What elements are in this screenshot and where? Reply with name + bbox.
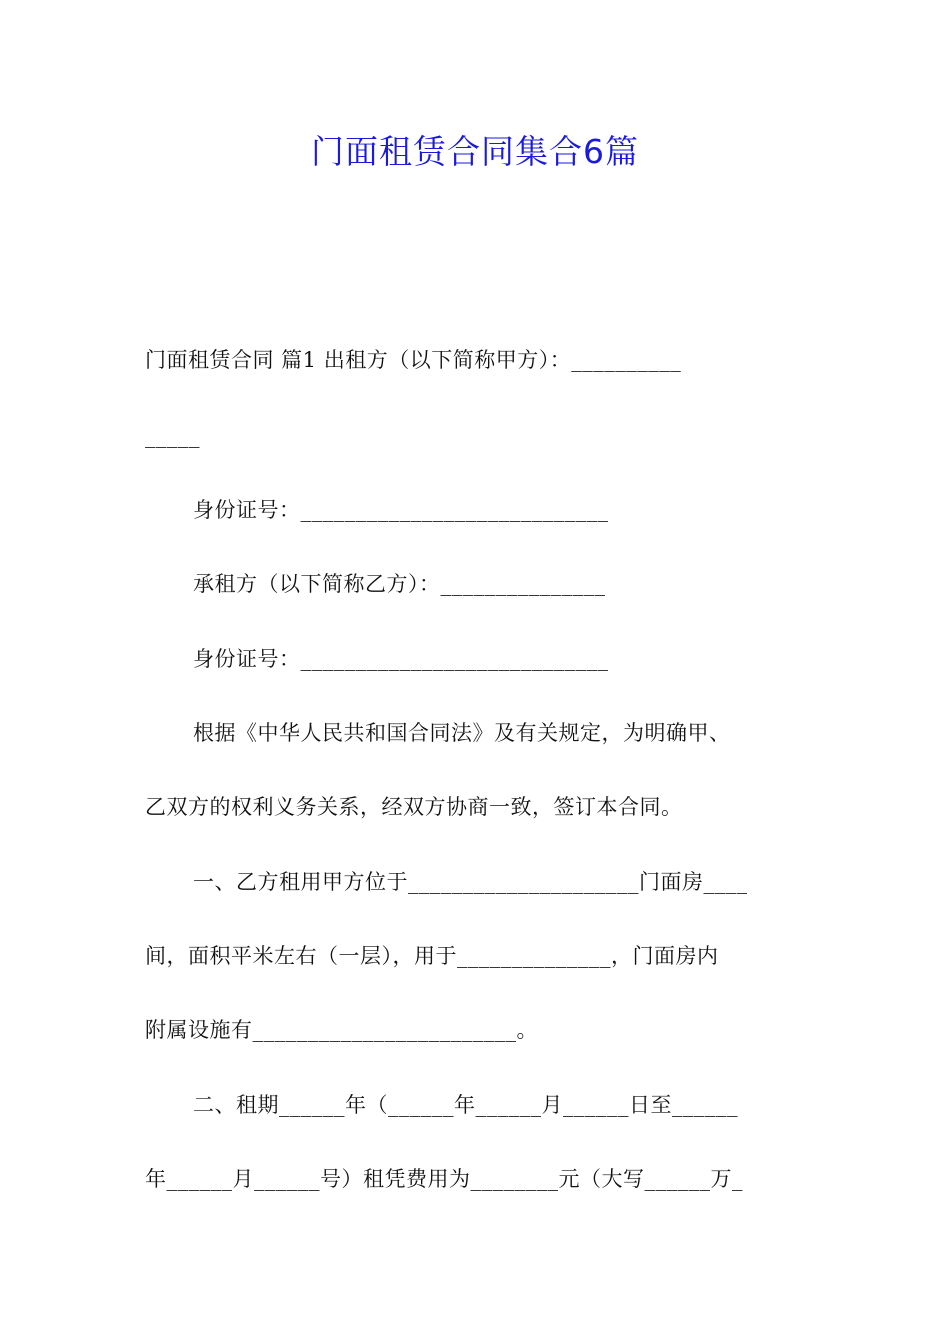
clause-one-line-1: 一、乙方租用甲方位于_____________________门面房____ (193, 870, 748, 894)
party-a-id-line: 身份证号：____________________________ (193, 498, 609, 522)
party-b-id-line: 身份证号：____________________________ (193, 647, 609, 671)
document-title: 门面租赁合同集合6篇 (311, 132, 639, 171)
clause-two-line-1: 二、租期______年（______年______月______日至______ (193, 1093, 738, 1117)
paragraph-basis-line-1: 根据《中华人民共和国合同法》及有关规定，为明确甲、 (193, 721, 731, 745)
clause-two-line-2: 年______月______号）租凭费用为________元（大写______万_ (145, 1167, 743, 1191)
party-b-line: 承租方（以下简称乙方）：_______________ (193, 572, 606, 596)
clause-one-line-3: 附属设施有________________________。 (145, 1018, 538, 1042)
paragraph-basis-line-2: 乙双方的权利义务关系，经双方协商一致，签订本合同。 (145, 795, 683, 819)
contract-heading-line: 门面租赁合同 篇1 出租方（以下简称甲方）：__________ (145, 348, 682, 372)
blank-continuation-line: _____ (145, 424, 200, 448)
clause-one-line-2: 间，面积平米左右（一层），用于______________，门面房内 (145, 944, 719, 968)
